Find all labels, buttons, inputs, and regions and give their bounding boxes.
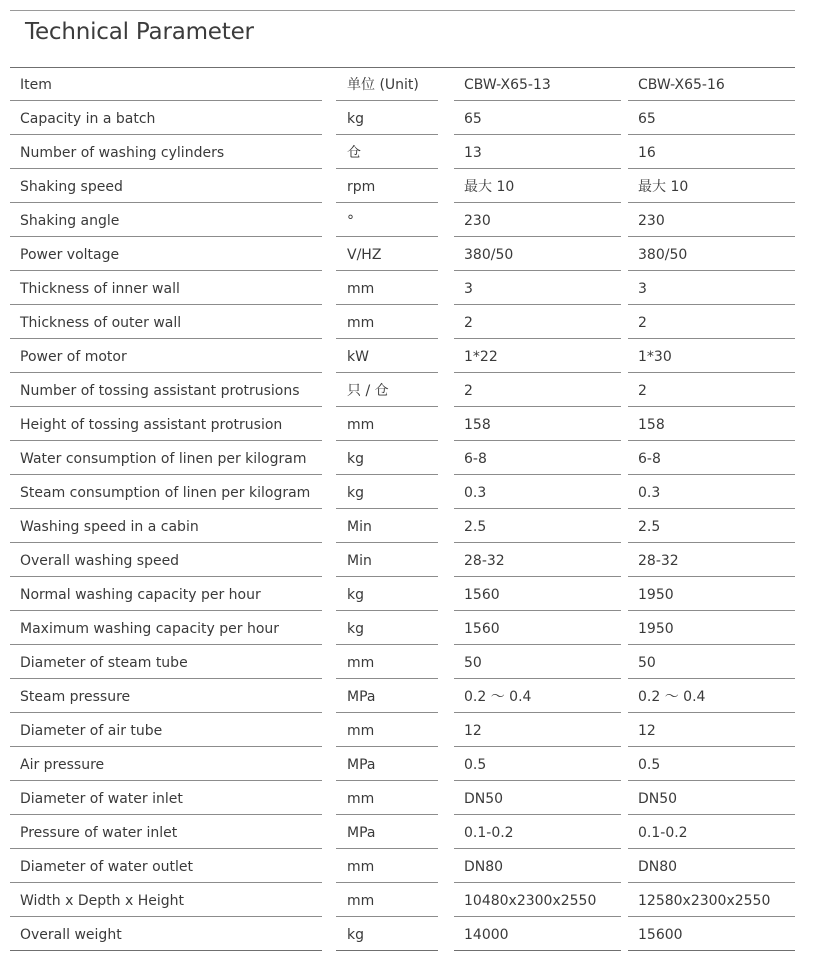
table-row	[10, 373, 795, 407]
table-row	[10, 645, 795, 679]
row-item-name: Capacity in a batch	[10, 101, 322, 135]
table-row	[10, 237, 795, 271]
row-value-model-1: 230	[454, 203, 621, 237]
table-row	[10, 611, 795, 645]
table-row	[10, 679, 795, 713]
row-value-model-2: 1950	[628, 577, 795, 611]
header-model-1: CBW-X65-13	[454, 67, 621, 101]
row-item-name: Washing speed in a cabin	[10, 509, 322, 543]
row-value-model-2: 12	[628, 713, 795, 747]
row-item-name: Overall weight	[10, 917, 322, 951]
row-value-model-1: DN80	[454, 849, 621, 883]
row-item-name: Shaking speed	[10, 169, 322, 203]
row-unit: Min	[336, 543, 438, 577]
row-value-model-2: 0.3	[628, 475, 795, 509]
row-value-model-2: 16	[628, 135, 795, 169]
row-item-name: Number of tossing assistant protrusions	[10, 373, 322, 407]
table-row	[10, 203, 795, 237]
row-unit: mm	[336, 305, 438, 339]
row-value-model-1: 65	[454, 101, 621, 135]
table-row	[10, 917, 795, 951]
row-value-model-2: 28-32	[628, 543, 795, 577]
row-item-name: Diameter of steam tube	[10, 645, 322, 679]
row-unit: mm	[336, 713, 438, 747]
row-value-model-1: 28-32	[454, 543, 621, 577]
row-value-model-1: 0.1-0.2	[454, 815, 621, 849]
row-value-model-2: 230	[628, 203, 795, 237]
row-value-model-2: 6-8	[628, 441, 795, 475]
row-unit: MPa	[336, 679, 438, 713]
row-value-model-1: 2	[454, 305, 621, 339]
row-value-model-1: 50	[454, 645, 621, 679]
row-unit: MPa	[336, 815, 438, 849]
row-unit: mm	[336, 781, 438, 815]
table-row	[10, 577, 795, 611]
table-row	[10, 305, 795, 339]
row-value-model-2: 0.1-0.2	[628, 815, 795, 849]
table-row	[10, 135, 795, 169]
row-value-model-1: 0.2 ～ 0.4	[454, 679, 621, 713]
row-item-name: Power voltage	[10, 237, 322, 271]
row-item-name: Number of washing cylinders	[10, 135, 322, 169]
row-value-model-2: 2	[628, 305, 795, 339]
row-value-model-1: 1*22	[454, 339, 621, 373]
header-model-2: CBW-X65-16	[628, 67, 795, 101]
row-unit: 仓	[336, 135, 438, 169]
row-value-model-2: 15600	[628, 917, 795, 951]
row-item-name: Pressure of water inlet	[10, 815, 322, 849]
table-row	[10, 747, 795, 781]
row-value-model-2: 65	[628, 101, 795, 135]
row-value-model-1: 2	[454, 373, 621, 407]
row-unit: Min	[336, 509, 438, 543]
table-row	[10, 441, 795, 475]
row-value-model-2: DN80	[628, 849, 795, 883]
row-unit: mm	[336, 883, 438, 917]
table-row	[10, 339, 795, 373]
row-unit: V/HZ	[336, 237, 438, 271]
row-unit: kg	[336, 917, 438, 951]
row-unit: °	[336, 203, 438, 237]
row-value-model-1: 1560	[454, 611, 621, 645]
table-row	[10, 475, 795, 509]
spec-table	[10, 67, 795, 951]
page-title: Technical Parameter	[25, 19, 254, 45]
row-value-model-2: 50	[628, 645, 795, 679]
row-value-model-1: 1560	[454, 577, 621, 611]
row-value-model-2: 最大 10	[628, 169, 795, 203]
row-unit: kg	[336, 577, 438, 611]
row-item-name: Water consumption of linen per kilogram	[10, 441, 322, 475]
row-item-name: Thickness of outer wall	[10, 305, 322, 339]
row-unit: mm	[336, 645, 438, 679]
row-value-model-2: 1*30	[628, 339, 795, 373]
header-unit: 单位 (Unit)	[336, 67, 438, 101]
row-unit: mm	[336, 849, 438, 883]
row-item-name: Diameter of air tube	[10, 713, 322, 747]
row-item-name: Power of motor	[10, 339, 322, 373]
row-value-model-2: 1950	[628, 611, 795, 645]
row-value-model-2: 12580x2300x2550	[628, 883, 795, 917]
row-unit: kg	[336, 441, 438, 475]
row-value-model-2: 158	[628, 407, 795, 441]
row-unit: 只 / 仓	[336, 373, 438, 407]
row-unit: MPa	[336, 747, 438, 781]
row-value-model-1: 10480x2300x2550	[454, 883, 621, 917]
row-item-name: Height of tossing assistant protrusion	[10, 407, 322, 441]
table-row	[10, 101, 795, 135]
row-value-model-2: 3	[628, 271, 795, 305]
row-unit: kg	[336, 611, 438, 645]
table-row	[10, 781, 795, 815]
row-value-model-1: 6-8	[454, 441, 621, 475]
table-row	[10, 815, 795, 849]
table-body	[10, 101, 795, 951]
row-value-model-1: 2.5	[454, 509, 621, 543]
row-value-model-2: 2	[628, 373, 795, 407]
row-item-name: Shaking angle	[10, 203, 322, 237]
table-row	[10, 883, 795, 917]
table-row	[10, 271, 795, 305]
row-item-name: Normal washing capacity per hour	[10, 577, 322, 611]
row-value-model-1: 14000	[454, 917, 621, 951]
row-item-name: Thickness of inner wall	[10, 271, 322, 305]
row-item-name: Overall washing speed	[10, 543, 322, 577]
table-row	[10, 849, 795, 883]
row-item-name: Diameter of water outlet	[10, 849, 322, 883]
row-unit: kg	[336, 475, 438, 509]
row-value-model-2: DN50	[628, 781, 795, 815]
row-value-model-1: 3	[454, 271, 621, 305]
row-value-model-1: DN50	[454, 781, 621, 815]
row-item-name: Steam consumption of linen per kilogram	[10, 475, 322, 509]
row-item-name: Width x Depth x Height	[10, 883, 322, 917]
row-value-model-1: 380/50	[454, 237, 621, 271]
table-row	[10, 169, 795, 203]
row-value-model-1: 最大 10	[454, 169, 621, 203]
row-item-name: Steam pressure	[10, 679, 322, 713]
row-unit: mm	[336, 407, 438, 441]
table-row	[10, 509, 795, 543]
row-value-model-2: 2.5	[628, 509, 795, 543]
header-item: Item	[10, 67, 322, 101]
top-divider	[10, 10, 795, 11]
row-value-model-1: 0.3	[454, 475, 621, 509]
row-value-model-2: 380/50	[628, 237, 795, 271]
row-item-name: Diameter of water inlet	[10, 781, 322, 815]
row-value-model-2: 0.5	[628, 747, 795, 781]
row-item-name: Air pressure	[10, 747, 322, 781]
row-unit: mm	[336, 271, 438, 305]
table-row	[10, 543, 795, 577]
row-value-model-2: 0.2 ～ 0.4	[628, 679, 795, 713]
row-item-name: Maximum washing capacity per hour	[10, 611, 322, 645]
table-row	[10, 407, 795, 441]
row-unit: kg	[336, 101, 438, 135]
table-header-row	[10, 67, 795, 101]
table-row	[10, 713, 795, 747]
row-value-model-1: 158	[454, 407, 621, 441]
row-value-model-1: 12	[454, 713, 621, 747]
row-unit: rpm	[336, 169, 438, 203]
row-value-model-1: 0.5	[454, 747, 621, 781]
row-unit: kW	[336, 339, 438, 373]
row-value-model-1: 13	[454, 135, 621, 169]
